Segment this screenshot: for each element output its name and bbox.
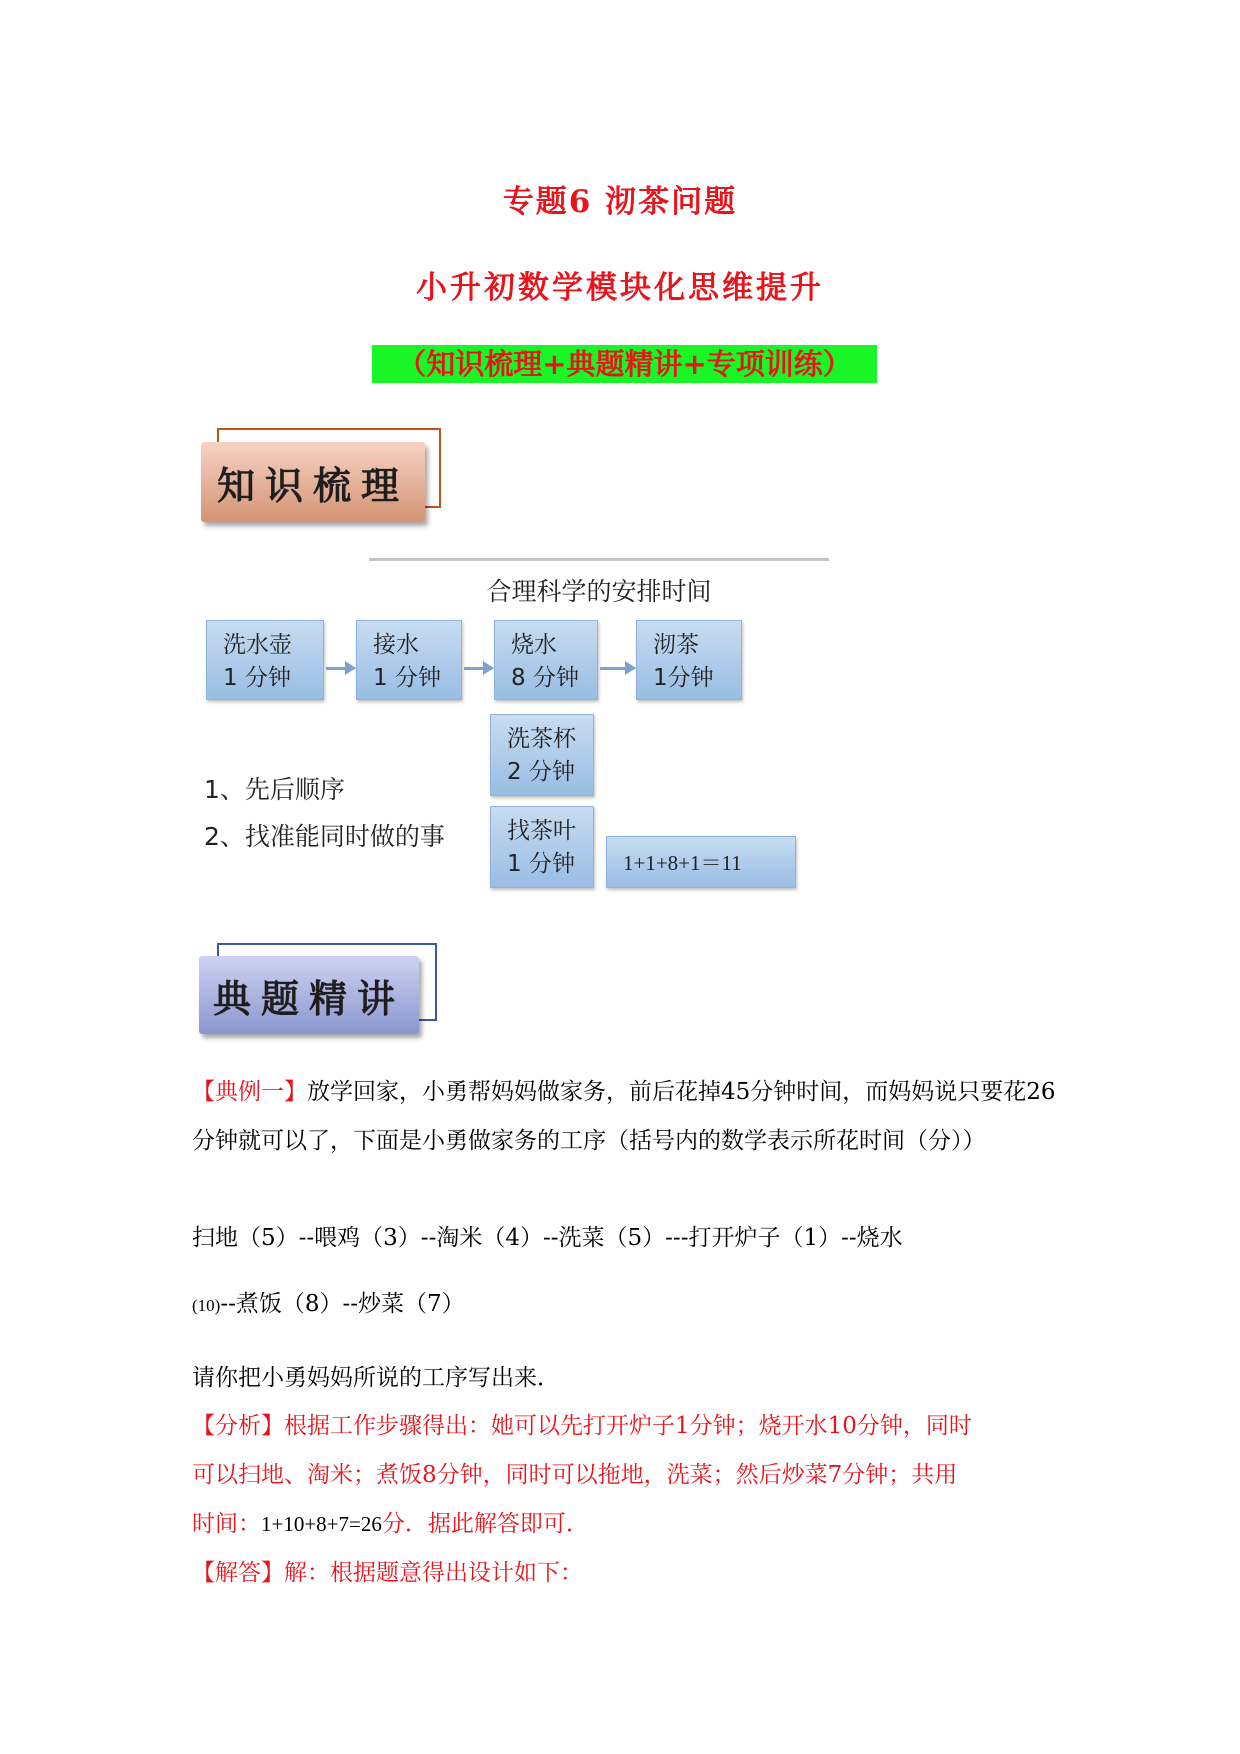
diagram-title: 合理科学的安排时间 xyxy=(486,577,712,606)
step-box-make-tea xyxy=(636,620,742,700)
analysis-line-1 xyxy=(192,1402,1062,1451)
section-heading-examples: 典题精讲 xyxy=(199,956,419,1034)
banner-text: （知识梳理+典题精讲+专项训练） xyxy=(397,347,852,381)
step-time: 1 分钟 xyxy=(373,665,441,691)
step-name: 沏茶 xyxy=(653,632,699,658)
analysis-text-3-prefix: 时间： xyxy=(192,1511,261,1537)
answer-label: 【解答】 xyxy=(192,1560,284,1586)
example-label: 【典例一】 xyxy=(192,1079,307,1105)
arrow-right-icon xyxy=(600,667,634,670)
step-name: 接水 xyxy=(373,632,419,658)
steps-remaining: --煮饭（8）--炒菜（7） xyxy=(220,1291,465,1317)
step-time: 1分钟 xyxy=(653,665,714,691)
step-time: 8 分钟 xyxy=(511,665,579,691)
step-box-wash-kettle xyxy=(206,620,324,700)
step-time: 2 分钟 xyxy=(507,759,575,785)
step-name: 洗水壶 xyxy=(223,632,292,658)
page-subtitle: 小升初数学模块化思维提升 xyxy=(416,270,824,306)
step-name: 烧水 xyxy=(511,632,557,658)
tip-order: 1、先后顺序 xyxy=(204,775,345,804)
section-heading-knowledge: 知识梳理 xyxy=(201,442,425,522)
analysis-text-3-suffix: 分．据此解答即可． xyxy=(381,1511,589,1537)
example-1-question: 请你把小勇妈妈所说的工序写出来． xyxy=(192,1365,560,1391)
step-time: 1 分钟 xyxy=(507,851,575,877)
boil-time-value: (10) xyxy=(192,1296,221,1315)
answer-text: 解：根据题意得出设计如下： xyxy=(284,1560,583,1586)
step-time: 1 分钟 xyxy=(223,665,291,691)
analysis-line-3 xyxy=(192,1500,1062,1549)
tip-simultaneous: 2、找准能同时做的事 xyxy=(204,822,445,851)
example-body: 放学回家，小勇帮妈妈做家务，前后花掉45分钟时间，而妈妈说只要花26分钟就可以了，下面是小勇做家务的工序（括号内的数学表示所花时间（分）） xyxy=(192,1079,1056,1154)
answer-line xyxy=(192,1549,1062,1598)
analysis-formula: 1+10+8+7=26 xyxy=(261,1512,382,1536)
example-1-text xyxy=(192,1068,1062,1166)
step-name: 找茶叶 xyxy=(507,818,576,844)
step-name: 洗茶杯 xyxy=(507,726,576,752)
highlight-banner xyxy=(372,345,877,383)
analysis-label: 【分析】 xyxy=(192,1413,284,1439)
example-1-steps-cont xyxy=(192,1280,1062,1330)
step-box-find-tea xyxy=(490,806,594,888)
step-box-fill-water xyxy=(356,620,462,700)
step-box-boil-water xyxy=(494,620,598,700)
example-1-steps: 扫地（5）--喂鸡（3）--淘米（4）--洗菜（5）---打开炉子（1）--烧水 xyxy=(192,1225,903,1251)
analysis-line-2: 可以扫地、淘米；煮饭8分钟，同时可以拖地，洗菜；然后炒菜7分钟；共用 xyxy=(192,1462,958,1488)
analysis-text-1: 根据工作步骤得出：她可以先打开炉子1分钟；烧开水10分钟，同时 xyxy=(284,1413,972,1439)
arrow-right-icon xyxy=(326,667,354,670)
step-box-wash-cups xyxy=(490,714,594,796)
total-formula-box: 1+1+8+1＝11 xyxy=(606,836,796,888)
diagram-top-line xyxy=(369,558,829,561)
arrow-right-icon xyxy=(464,667,492,670)
page-title: 专题6 沏茶问题 xyxy=(502,184,738,220)
